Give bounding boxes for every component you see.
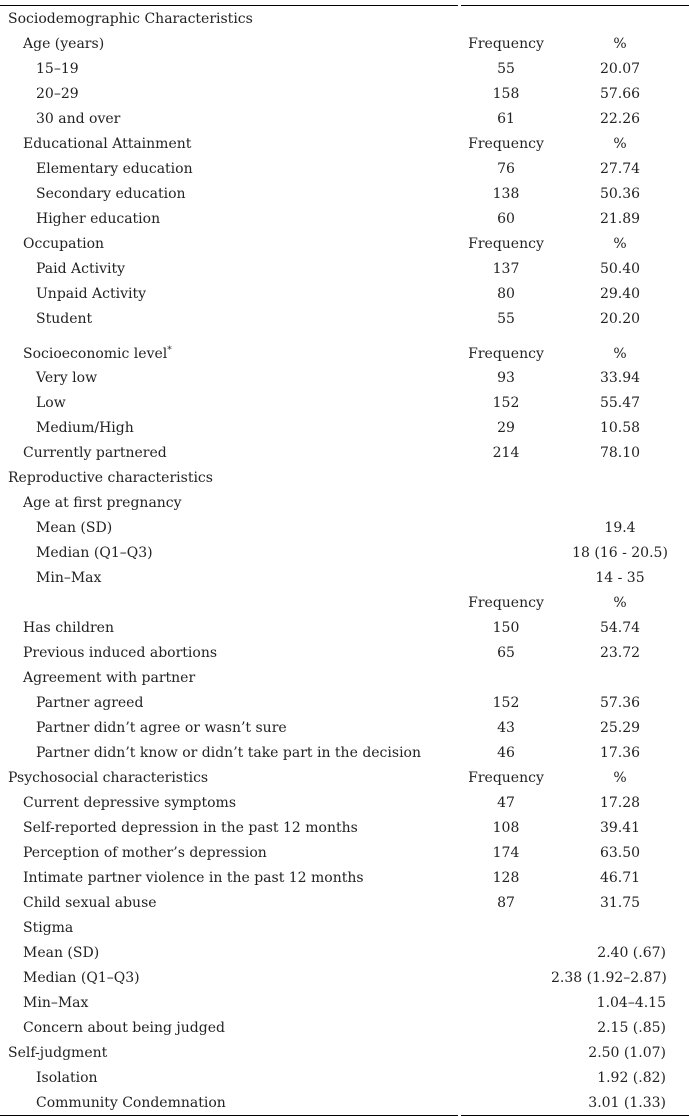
row-label: Self-reported depression in the past 12 months <box>23 819 358 836</box>
row-label: 20–29 <box>36 85 79 102</box>
stat-row <box>0 1065 689 1090</box>
frequency-header: Frequency <box>468 235 544 252</box>
group-header-row <box>0 231 689 256</box>
frequency-value: 214 <box>492 444 520 461</box>
row-label: Secondary education <box>36 185 186 202</box>
frequency-value: 137 <box>492 260 520 277</box>
table-row <box>0 640 689 665</box>
stat-value: 2.38 (1.92–2.87) <box>551 969 667 986</box>
group-title: Age at first pregnancy <box>23 494 182 511</box>
table-row <box>0 181 689 206</box>
table-row <box>0 56 689 81</box>
row-label: Median (Q1–Q3) <box>36 544 153 561</box>
row-label: 15–19 <box>36 60 79 77</box>
frequency-value: 87 <box>497 894 515 911</box>
row-label: Previous induced abortions <box>23 644 218 661</box>
row-label: Has children <box>23 619 114 636</box>
frequency-value: 65 <box>497 644 515 661</box>
stat-value: 2.40 (.67) <box>597 944 666 961</box>
percent-value: 27.74 <box>599 160 641 177</box>
group-header-row <box>0 915 689 940</box>
frequency-value: 152 <box>492 394 520 411</box>
table-row <box>0 81 689 106</box>
percent-value: 39.41 <box>599 819 641 836</box>
row-label: Partner didn’t know or didn’t take part in the decision <box>36 744 421 761</box>
stat-value: 1.92 (.82) <box>597 1069 666 1086</box>
stat-value: 2.15 (.85) <box>597 1019 666 1036</box>
table-row <box>0 815 689 840</box>
stat-value: 1.04–4.15 <box>596 994 666 1011</box>
group-header-row <box>0 665 689 690</box>
frequency-header: Frequency <box>468 769 544 786</box>
percent-value: 57.36 <box>599 694 641 711</box>
group-header-row <box>0 31 689 56</box>
row-label: Student <box>36 310 93 327</box>
row-label: Median (Q1–Q3) <box>23 969 140 986</box>
frequency-value: 174 <box>492 844 520 861</box>
stat-row <box>0 1040 689 1065</box>
frequency-value: 76 <box>497 160 515 177</box>
table-row <box>0 790 689 815</box>
stat-row <box>0 540 689 565</box>
stat-value: 14 - 35 <box>595 569 645 586</box>
percent-value: 31.75 <box>599 894 641 911</box>
row-label: Community Condemnation <box>0 1090 458 1116</box>
table-row <box>0 865 689 890</box>
table-row <box>0 440 689 465</box>
group-title-text: Socioeconomic level <box>23 346 168 362</box>
frequency-value: 152 <box>492 694 520 711</box>
percent-value: 50.40 <box>599 260 641 277</box>
row-label: Partner didn’t agree or wasn’t sure <box>36 719 287 736</box>
percent-value: 10.58 <box>599 419 641 436</box>
table-row <box>0 890 689 915</box>
percent-value: 78.10 <box>599 444 641 461</box>
percent-value: 17.36 <box>599 744 641 761</box>
row-label: Perception of mother’s depression <box>23 844 267 861</box>
stat-row <box>0 1090 689 1116</box>
table-row <box>0 106 689 131</box>
stat-value: 3.01 (1.33) <box>551 1090 689 1116</box>
percent-value: 22.26 <box>599 110 641 127</box>
table-row <box>0 156 689 181</box>
frequency-value: 47 <box>497 794 515 811</box>
row-label: Unpaid Activity <box>36 285 146 302</box>
row-label: 30 and over <box>36 110 121 127</box>
percent-value: 23.72 <box>599 644 641 661</box>
row-label: Mean (SD) <box>36 519 113 536</box>
frequency-value: 43 <box>497 719 515 736</box>
section-title: Sociodemographic Characteristics <box>0 5 458 31</box>
percent-value: 55.47 <box>599 394 641 411</box>
stat-row <box>0 940 689 965</box>
percent-value: 29.40 <box>599 285 641 302</box>
row-label: Intimate partner violence in the past 12 months <box>23 869 364 886</box>
percent-value: 54.74 <box>599 619 641 636</box>
stat-row <box>0 990 689 1015</box>
row-label: Current depressive symptoms <box>23 794 237 811</box>
row-label: Min–Max <box>23 994 89 1011</box>
percent-header: % <box>613 594 627 611</box>
group-header-row <box>0 331 689 365</box>
row-label: Elementary education <box>36 160 193 177</box>
stat-row <box>0 1015 689 1040</box>
table-row <box>0 715 689 740</box>
percent-value: 57.66 <box>599 85 641 102</box>
group-header-row <box>0 490 689 515</box>
stat-value: 18 (16 - 20.5) <box>572 544 668 561</box>
frequency-value: 150 <box>492 619 520 636</box>
percent-header: % <box>613 35 627 52</box>
frequency-value: 61 <box>497 110 515 127</box>
table-row <box>0 256 689 281</box>
table-row <box>0 840 689 865</box>
table-row <box>0 365 689 390</box>
stat-value: 19.4 <box>604 519 636 536</box>
group-header-row <box>0 131 689 156</box>
frequency-value: 46 <box>497 744 515 761</box>
group-title: Educational Attainment <box>23 135 192 152</box>
row-label: Child sexual abuse <box>23 894 157 911</box>
frequency-value: 60 <box>497 210 515 227</box>
percent-header: % <box>613 235 627 252</box>
percent-value: 63.50 <box>599 844 641 861</box>
table-row <box>0 615 689 640</box>
percent-value: 33.94 <box>599 369 641 386</box>
table-row <box>0 390 689 415</box>
row-label: Paid Activity <box>36 260 126 277</box>
percent-value: 17.28 <box>599 794 641 811</box>
row-label: Partner agreed <box>36 694 144 711</box>
row-label: Concern about being judged <box>23 1019 225 1036</box>
row-label: Min–Max <box>36 569 102 586</box>
frequency-value: 158 <box>492 85 520 102</box>
percent-value: 20.07 <box>599 60 641 77</box>
group-title: Agreement with partner <box>23 669 196 686</box>
row-label: Currently partnered <box>23 444 167 461</box>
section-header-row <box>0 765 689 790</box>
percent-value: 20.20 <box>599 310 641 327</box>
percent-value: 50.36 <box>599 185 641 202</box>
table-row <box>0 281 689 306</box>
frequency-header: Frequency <box>468 35 544 52</box>
section-title: Psychosocial characteristics <box>8 769 209 786</box>
row-label: Mean (SD) <box>23 944 100 961</box>
frequency-value: 55 <box>497 60 515 77</box>
row-label: Higher education <box>36 210 161 227</box>
frequency-value: 108 <box>492 819 520 836</box>
percent-value: 46.71 <box>599 869 641 886</box>
row-label: Low <box>36 394 66 411</box>
percent-header: % <box>613 769 627 786</box>
table-row <box>0 690 689 715</box>
frequency-value: 138 <box>492 185 520 202</box>
frequency-header: Frequency <box>468 135 544 152</box>
frequency-value: 80 <box>497 285 515 302</box>
table-row <box>0 740 689 765</box>
frequency-value: 55 <box>497 310 515 327</box>
frequency-value: 29 <box>497 419 515 436</box>
percent-header: % <box>613 135 627 152</box>
group-title: Age (years) <box>23 35 105 52</box>
table-row <box>0 206 689 231</box>
frequency-value: 128 <box>492 869 520 886</box>
row-label: Self-judgment <box>8 1044 108 1061</box>
frequency-value: 93 <box>497 369 515 386</box>
table-row <box>0 415 689 440</box>
frequency-header: Frequency <box>468 594 544 611</box>
stat-row <box>0 565 689 590</box>
row-label: Isolation <box>36 1069 98 1086</box>
characteristics-table <box>0 5 689 1116</box>
frequency-header: Frequency <box>468 346 544 362</box>
row-label: Medium/High <box>36 419 134 436</box>
footnote-mark: * <box>167 345 172 356</box>
group-title <box>0 331 458 365</box>
section-header-row <box>0 465 689 490</box>
stat-row <box>0 515 689 540</box>
group-title: Stigma <box>23 919 74 936</box>
table-row <box>0 306 689 331</box>
row-label: Very low <box>36 369 98 386</box>
percent-value: 21.89 <box>599 210 641 227</box>
section-title: Reproductive characteristics <box>8 469 213 486</box>
percent-value: 25.29 <box>599 719 641 736</box>
group-title: Occupation <box>23 235 105 252</box>
percent-header: % <box>613 346 627 362</box>
column-header-row <box>0 590 689 615</box>
section-header-row <box>0 5 689 31</box>
stat-value: 2.50 (1.07) <box>588 1044 666 1061</box>
stat-row <box>0 965 689 990</box>
